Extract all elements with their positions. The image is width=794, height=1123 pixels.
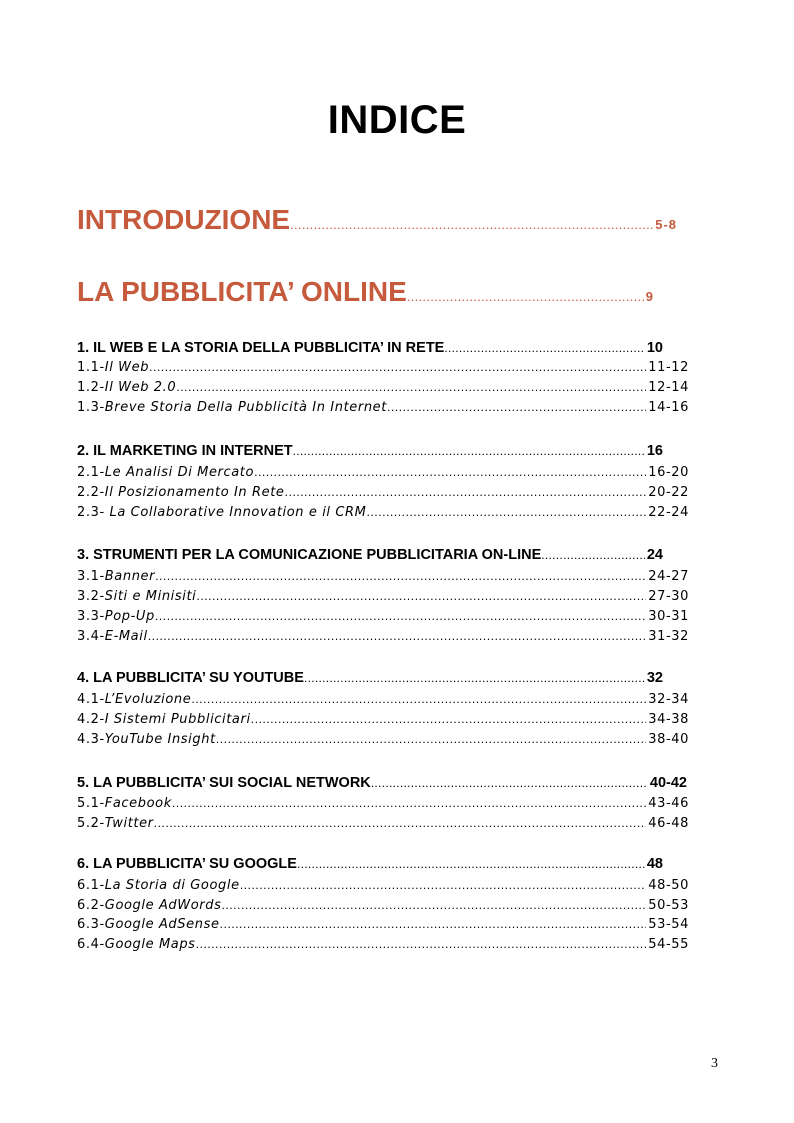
subentry-title: I Sistemi Pubblicitari [104, 712, 251, 727]
subentry-number: 3.2- [77, 589, 105, 604]
subentry-number: 1.1- [77, 360, 105, 375]
leader-dots [196, 590, 646, 603]
toc-subentry[interactable] [77, 380, 689, 399]
subentry-title: Banner [104, 569, 156, 584]
subentry-page: 27-30 [648, 589, 689, 604]
chapter-page: 16 [646, 443, 663, 459]
subentry-number: 6.2- [77, 898, 105, 913]
subentry-page: 32-34 [648, 692, 689, 707]
toc-chapter-4[interactable] [77, 670, 663, 690]
toc-subentry[interactable] [77, 732, 689, 751]
subentry-page: 50-53 [648, 898, 689, 913]
leader-dots [541, 548, 645, 562]
leader-dots [251, 713, 647, 726]
subentry-number: 5.1- [77, 796, 105, 811]
toc-subentry[interactable] [77, 917, 689, 936]
leader-dots [371, 776, 648, 790]
toc-subentry[interactable] [77, 878, 689, 897]
leader-dots [366, 506, 646, 519]
page-number: 3 [711, 1056, 718, 1071]
subentry-page: 46-48 [648, 816, 689, 831]
subentry-number: 3.4- [77, 629, 105, 644]
subentry-page: 22-24 [648, 505, 689, 520]
subentry-title: Twitter [104, 816, 154, 831]
leader-dots [387, 401, 646, 414]
chapter-label: 2. IL MARKETING IN INTERNET [77, 443, 293, 459]
leader-dots [148, 630, 647, 643]
subentry-number: 1.3- [77, 400, 105, 415]
chapter-page: 10 [646, 340, 663, 356]
toc-subentry[interactable] [77, 712, 689, 731]
subentry-title: Google AdWords [104, 898, 222, 913]
subentry-page: 11-12 [648, 360, 689, 375]
subentry-title: La Storia di Google [104, 878, 240, 893]
subentry-number: 6.3- [77, 917, 105, 932]
subentry-title: Facebook [104, 796, 172, 811]
page-title: INDICE [327, 98, 467, 142]
leader-dots [191, 693, 646, 706]
subentry-page: 31-32 [648, 629, 689, 644]
subentry-title: E-Mail [104, 629, 148, 644]
subentry-page: 38-40 [648, 732, 689, 747]
toc-chapter-6[interactable] [77, 856, 663, 876]
leader-dots [155, 610, 646, 623]
toc-subentry[interactable] [77, 898, 689, 917]
subentry-title: Google Maps [104, 937, 196, 952]
subentry-number: 5.2- [77, 816, 105, 831]
toc-subentry[interactable] [77, 589, 689, 608]
subentry-number: 4.3- [77, 732, 105, 747]
toc-subentry[interactable] [77, 609, 689, 628]
chapter-label: 5. LA PUBBLICITA’ SUI SOCIAL NETWORK [77, 775, 371, 791]
toc-subentry[interactable] [77, 360, 689, 379]
toc-subentry[interactable] [77, 816, 689, 835]
chapter-page: 32 [646, 670, 663, 686]
leader-dots [297, 857, 645, 871]
chapter-page: 40-42 [649, 775, 687, 791]
leader-dots [154, 817, 647, 830]
toc-chapter-1[interactable] [77, 340, 663, 360]
toc-entry-introduction[interactable] [77, 204, 677, 236]
subentry-title: Il Web 2.0 [104, 380, 177, 395]
subentry-title: Google AdSense [104, 917, 220, 932]
subentry-page: 30-31 [648, 609, 689, 624]
subentry-page: 48-50 [648, 878, 689, 893]
toc-label: LA PUBBLICITA’ ONLINE [77, 276, 407, 307]
subentry-title: Siti e Minisiti [104, 589, 197, 604]
leader-dots [304, 671, 645, 685]
subentry-number: 6.4- [77, 937, 105, 952]
leader-dots [254, 466, 646, 479]
subentry-page: 12-14 [648, 380, 689, 395]
subentry-title: La Collaborative Innovation e il CRM [104, 505, 367, 520]
toc-subentry[interactable] [77, 400, 689, 419]
subentry-page: 14-16 [648, 400, 689, 415]
subentry-title: YouTube Insight [104, 732, 216, 747]
toc-subentry[interactable] [77, 465, 689, 484]
toc-subentry[interactable] [77, 485, 689, 504]
subentry-page: 24-27 [648, 569, 689, 584]
toc-label: INTRODUZIONE [77, 204, 291, 235]
leader-dots [172, 797, 646, 810]
subentry-number: 3.1- [77, 569, 105, 584]
toc-subentry[interactable] [77, 796, 689, 815]
leader-dots [155, 570, 646, 583]
leader-dots [444, 341, 645, 355]
toc-entry-online[interactable] [77, 276, 654, 308]
leader-dots [407, 289, 644, 304]
leader-dots [221, 899, 646, 912]
subentry-title: Il Web [104, 360, 150, 375]
subentry-number: 4.2- [77, 712, 105, 727]
toc-chapter-3[interactable] [77, 547, 663, 567]
chapter-label: 3. STRUMENTI PER LA COMUNICAZIONE PUBBLICITARIA ON-LINE [77, 547, 542, 563]
toc-page: 9 [645, 289, 654, 304]
toc-subentry[interactable] [77, 692, 689, 711]
leader-dots [216, 733, 646, 746]
subentry-page: 53-54 [648, 917, 689, 932]
subentry-title: Il Posizionamento In Rete [104, 485, 285, 500]
leader-dots [240, 879, 647, 892]
leader-dots [149, 361, 646, 374]
chapter-label: 1. IL WEB E LA STORIA DELLA PUBBLICITA’ IN RETE [77, 340, 445, 356]
chapter-label: 6. LA PUBBLICITA’ SU GOOGLE [77, 856, 297, 872]
subentry-page: 20-22 [648, 485, 689, 500]
subentry-number: 2.3- [77, 505, 105, 520]
chapter-page: 48 [646, 856, 663, 872]
subentry-number: 2.2- [77, 485, 105, 500]
subentry-page: 34-38 [648, 712, 689, 727]
toc-subentry[interactable] [77, 569, 689, 588]
toc-chapter-5[interactable] [77, 775, 687, 795]
subentry-number: 3.3- [77, 609, 105, 624]
leader-dots [176, 381, 646, 394]
toc-subentry[interactable] [77, 629, 689, 648]
leader-dots [220, 918, 647, 931]
toc-subentry[interactable] [77, 937, 689, 956]
leader-dots [290, 217, 653, 232]
chapter-label: 4. LA PUBBLICITA’ SU YOUTUBE [77, 670, 304, 686]
subentry-title: Le Analisi Di Mercato [104, 465, 255, 480]
toc-chapter-2[interactable] [77, 443, 663, 463]
subentry-page: 16-20 [648, 465, 689, 480]
subentry-title: Breve Storia Della Pubblicità In Internet [104, 400, 387, 415]
leader-dots [196, 938, 647, 951]
subentry-title: L’Evoluzione [104, 692, 192, 707]
toc-page: 5-8 [655, 217, 677, 232]
subentry-number: 2.1- [77, 465, 105, 480]
subentry-number: 4.1- [77, 692, 105, 707]
subentry-number: 1.2- [77, 380, 105, 395]
chapter-page: 24 [646, 547, 663, 563]
subentry-title: Pop-Up [104, 609, 155, 624]
leader-dots [285, 486, 647, 499]
subentry-number: 6.1- [77, 878, 105, 893]
toc-subentry[interactable] [77, 505, 689, 524]
subentry-page: 43-46 [648, 796, 689, 811]
subentry-page: 54-55 [648, 937, 689, 952]
leader-dots [293, 444, 645, 458]
